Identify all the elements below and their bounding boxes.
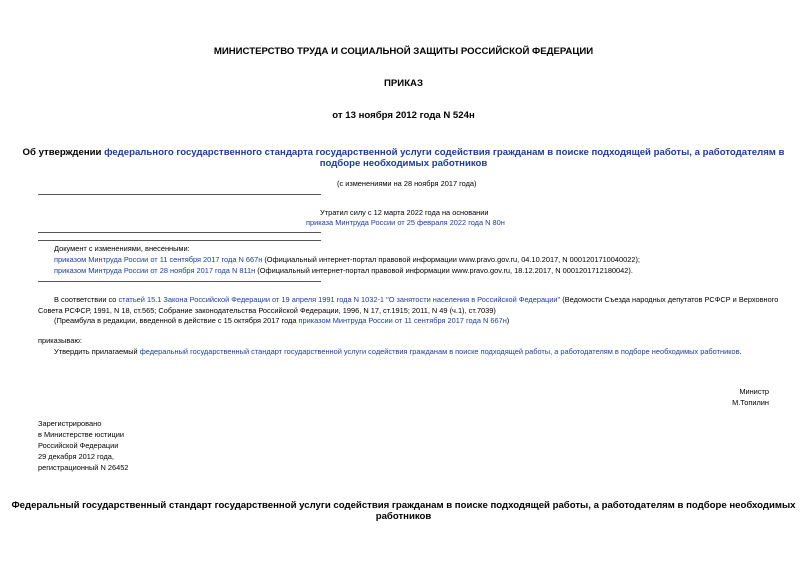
approved-standard-link[interactable]: федеральный государственный стандарт государственной услуги содействия гражданам в поиске подходящей работы, а работодателям в подборе необходимых работников — [139, 347, 740, 356]
preamble-order-link[interactable]: приказом Минтруда России от 11 сентября 2017 года N 667н — [298, 316, 507, 325]
order-text-prefix: Утвердить прилагаемый — [54, 347, 140, 356]
change-item — [54, 254, 640, 265]
registration-line: Российской Федерации — [38, 441, 119, 450]
title-standard-link[interactable]: федерального государственного стандарта государственной услуги содействия гражданам в поиске подходящей работы, а работодателям в — [104, 147, 785, 158]
order-text-suffix: . — [739, 347, 742, 356]
registration-line: регистрационный N 26452 — [38, 463, 129, 472]
preamble-text: В соответствии со — [54, 295, 119, 304]
signature-name: М.Топилин — [732, 398, 769, 407]
preamble-note — [54, 315, 509, 326]
divider — [38, 281, 321, 282]
change-order-link[interactable]: приказом Минтруда России от 28 ноября 2017 года N 811н — [54, 266, 256, 275]
change-item-text: (Официальный интернет-портал правовой информации www.pravo.gov.ru, 04.10.2017, N 0001201710040022); — [262, 255, 640, 264]
changes-heading: Документ с изменениями, внесенными: — [54, 244, 190, 253]
status-line: Утратил силу с 12 марта 2022 года на основании — [320, 208, 489, 217]
change-order-link[interactable]: приказом Минтруда России от 11 сентября 2017 года N 667н — [54, 255, 263, 264]
preamble-line2: Совета РСФСР, 1991, N 18, ст.565; Собрание законодательства Российской Федерации, 1996, N 17, ст.1915; 2011, N 49 (ч.1), ст.7039) — [38, 306, 496, 315]
order-text — [54, 346, 742, 357]
preamble-note-text: (Преамбула в редакции, введенной в действие с 15 октября 2017 года — [54, 316, 299, 325]
divider — [38, 194, 321, 195]
amendment-note: (с изменениями на 28 ноября 2017 года) — [337, 179, 477, 188]
registration-line: Зарегистрировано — [38, 419, 102, 428]
repeal-order-link[interactable]: приказа Минтруда России от 25 февраля 2022 года N 80н — [306, 218, 505, 227]
ministry-heading: МИНИСТЕРСТВО ТРУДА И СОЦИАЛЬНОЙ ЗАЩИТЫ РОССИЙСКОЙ ФЕДЕРАЦИИ — [213, 46, 594, 57]
title-standard-link-cont[interactable]: подборе необходимых работников — [319, 158, 488, 169]
law-article-link[interactable]: статьей 15.1 Закона Российской Федерации от 19 апреля 1991 года N 1032-1 "О занятости населения в Российской Федерации" — [118, 295, 561, 304]
order-label: приказываю: — [38, 336, 82, 345]
standard-title-line2: работников — [375, 511, 432, 522]
change-item-text: (Официальный интернет-портал правовой информации www.pravo.gov.ru, 18.12.2017, N 0001201712180042). — [255, 266, 633, 275]
status-link-line — [306, 217, 505, 228]
registration-line: в Министерстве юстиции — [38, 430, 125, 439]
preamble-text: (Ведомости Съезда народных депутатов РСФСР и Верховного — [560, 295, 779, 304]
divider — [38, 232, 321, 233]
change-item — [54, 265, 633, 276]
preamble-note-text: ) — [506, 316, 510, 325]
doc-type-heading: ПРИКАЗ — [384, 78, 423, 89]
standard-title: Федеральный государственный стандарт государственной услуги содействия гражданам в поиске подходящей работы, а работодателям в подборе необходимых — [11, 500, 796, 511]
title-prefix: Об утверждении — [22, 147, 105, 158]
doc-title-line2 — [0, 158, 807, 170]
signature-role: Министр — [739, 387, 769, 396]
divider — [38, 240, 321, 241]
preamble-line1 — [54, 294, 778, 305]
registration-line: 29 декабря 2012 года, — [38, 452, 114, 461]
doc-date-number: от 13 ноября 2012 года N 524н — [332, 110, 475, 121]
